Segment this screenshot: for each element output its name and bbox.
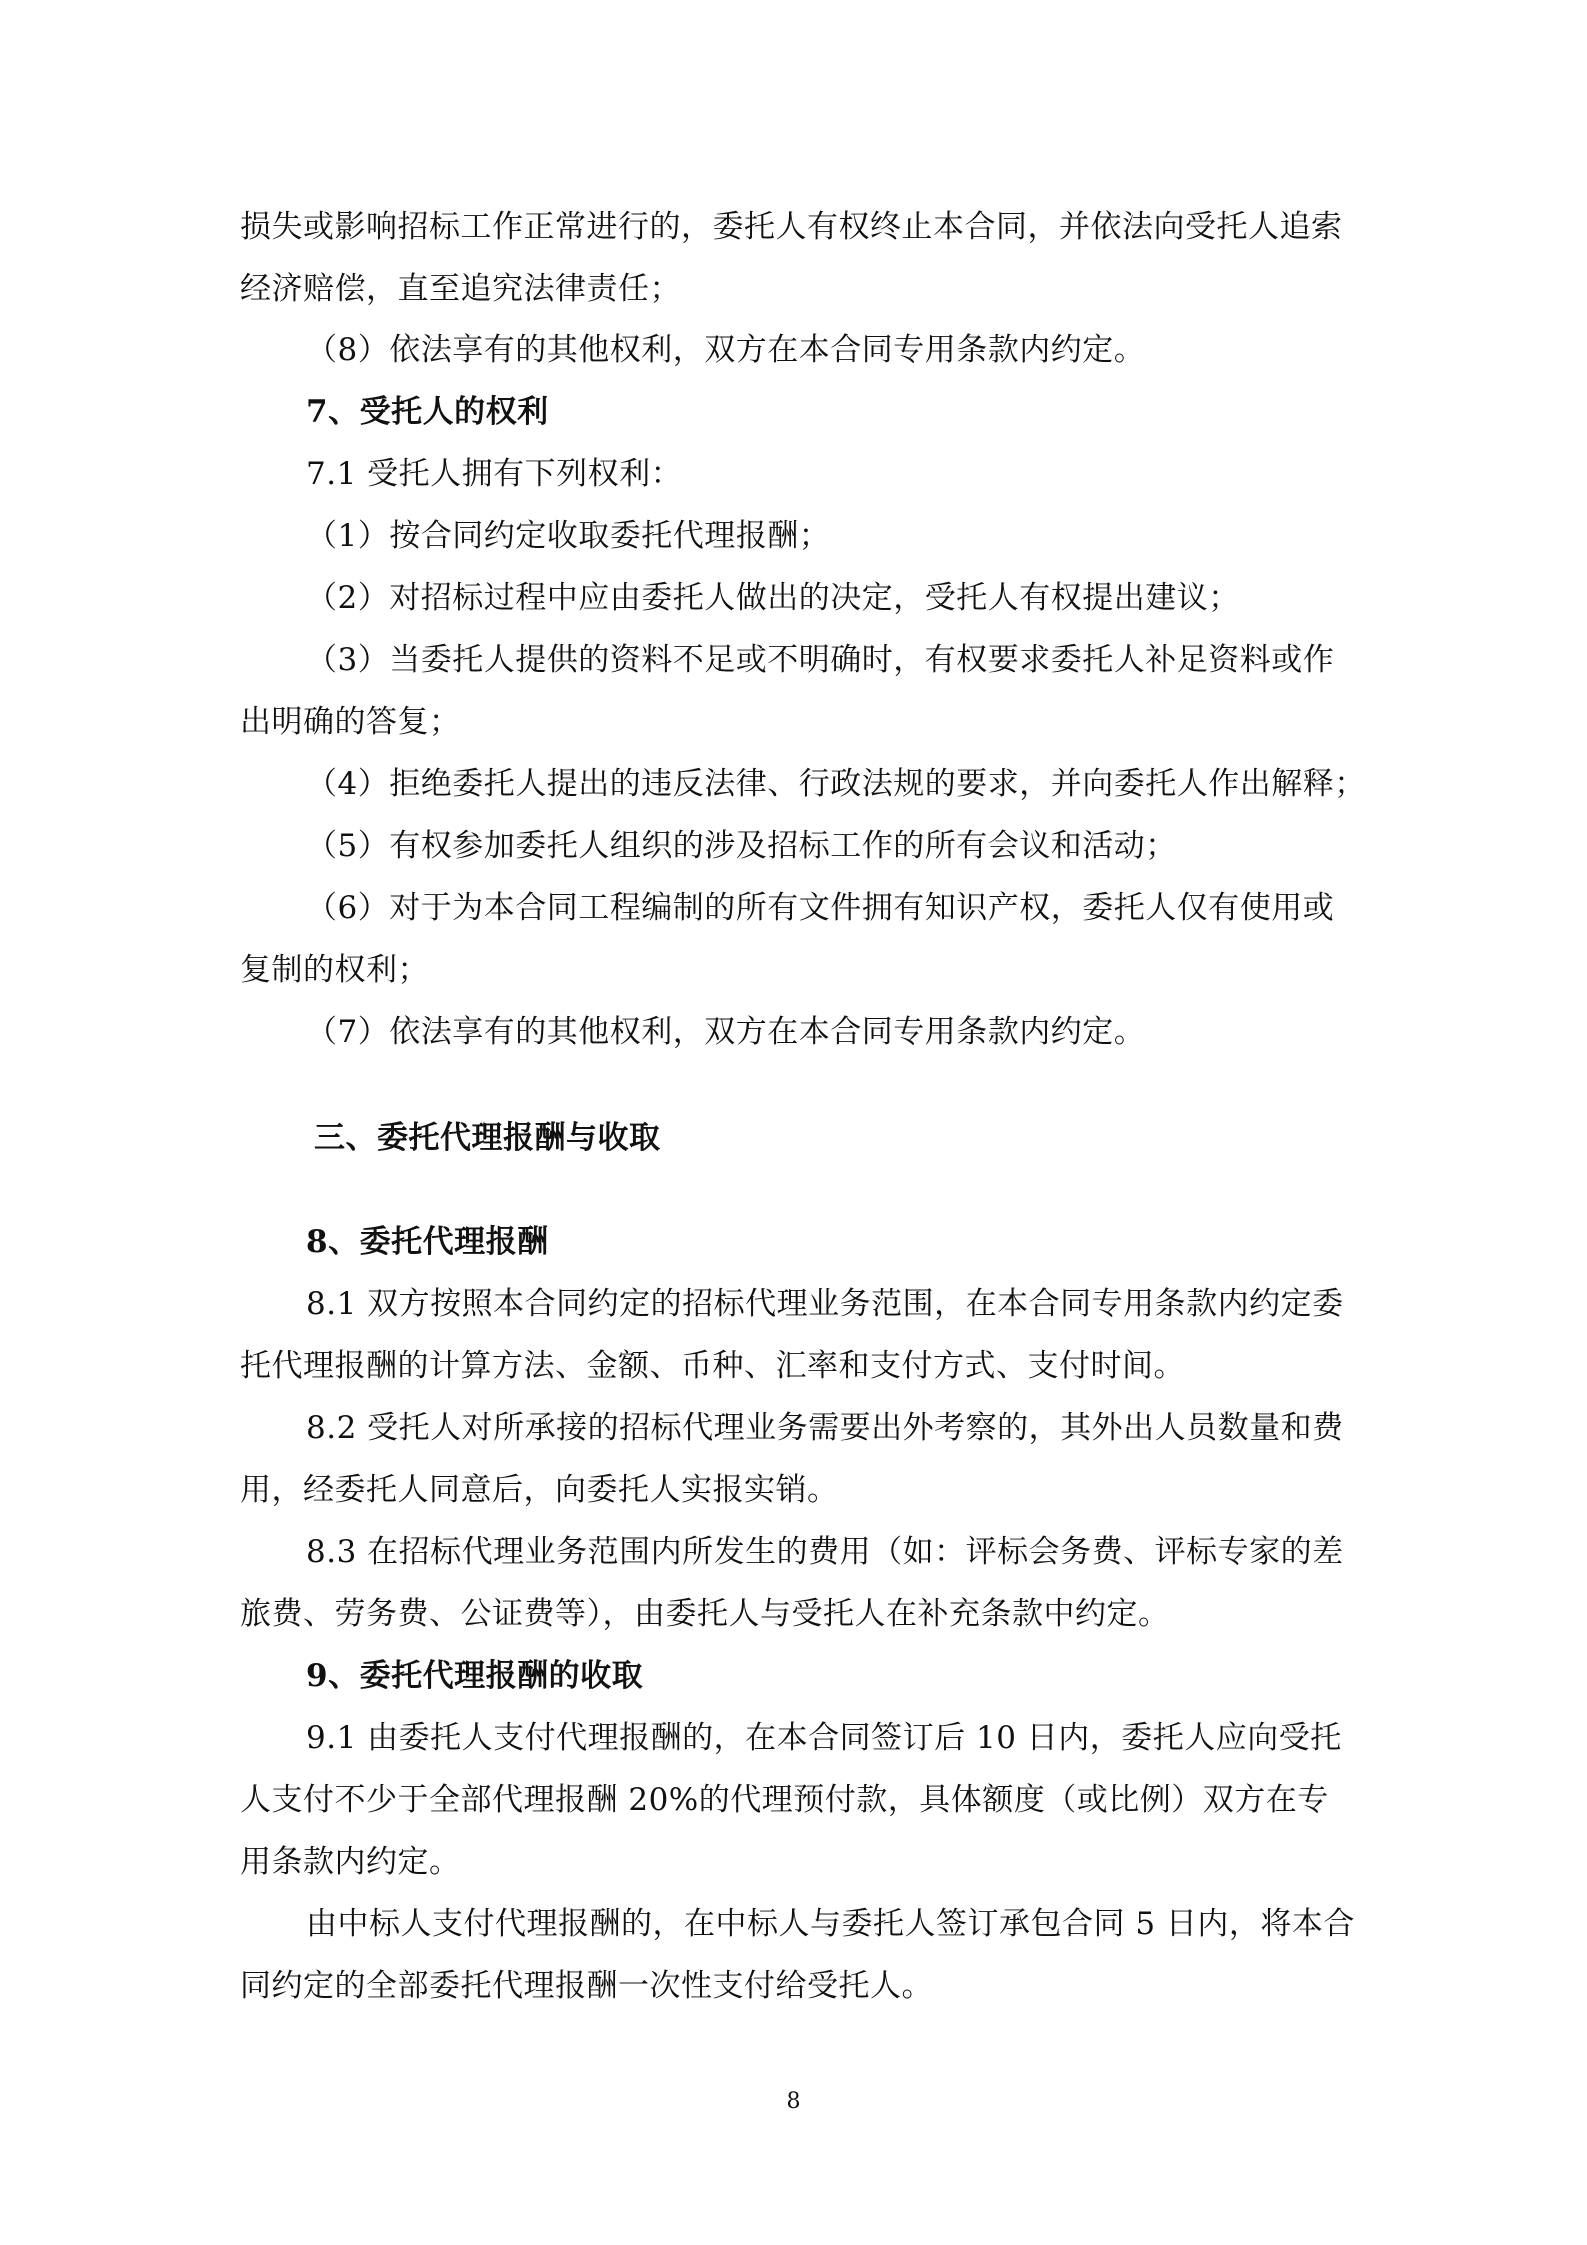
clause-9-1: 9.1 由委托人支付代理报酬的，在本合同签订后 10 日内，委托人应向受托 bbox=[306, 1720, 1342, 1756]
list-item-4: （4）拒绝委托人提出的违反法律、行政法规的要求，并向委托人作出解释； bbox=[306, 766, 1366, 802]
text-line: 用条款内约定。 bbox=[240, 1844, 461, 1880]
clause-7-1: 7.1 受托人拥有下列权利： bbox=[306, 456, 683, 492]
clause-8-3: 8.3 在招标代理业务范围内所发生的费用（如：评标会务费、评标专家的差 bbox=[306, 1534, 1344, 1570]
text-line: 旅费、劳务费、公证费等），由委托人与受托人在补充条款中约定。 bbox=[240, 1596, 1170, 1632]
text-line: 人支付不少于全部代理报酬 20%的代理预付款，具体额度（或比例）双方在专 bbox=[240, 1782, 1329, 1818]
clause-8-2: 8.2 受托人对所承接的招标代理业务需要出外考察的，其外出人员数量和费 bbox=[306, 1410, 1344, 1446]
list-item-6: （6）对于为本合同工程编制的所有文件拥有知识产权，委托人仅有使用或 bbox=[306, 890, 1335, 926]
text-line: 复制的权利； bbox=[240, 952, 429, 988]
chapter-heading-3: 三、委托代理报酬与收取 bbox=[314, 1120, 661, 1156]
text-line: 损失或影响招标工作正常进行的，委托人有权终止本合同，并依法向受托人追索 bbox=[240, 209, 1343, 245]
page-number: 8 bbox=[786, 2089, 801, 2114]
list-item-1: （1）按合同约定收取委托代理报酬； bbox=[306, 518, 831, 554]
text-line: 出明确的答复； bbox=[240, 704, 461, 740]
text-line: 经济赔偿，直至追究法律责任； bbox=[240, 271, 681, 307]
list-item-5: （5）有权参加委托人组织的涉及招标工作的所有会议和活动； bbox=[306, 828, 1177, 864]
section-heading-8: 8、委托代理报酬 bbox=[306, 1224, 549, 1260]
section-heading-7: 7、受托人的权利 bbox=[306, 394, 549, 430]
section-heading-9: 9、委托代理报酬的收取 bbox=[306, 1658, 644, 1694]
list-item-3: （3）当委托人提供的资料不足或不明确时，有权要求委托人补足资料或作 bbox=[306, 642, 1335, 678]
text-line: 用，经委托人同意后，向委托人实报实销。 bbox=[240, 1472, 839, 1508]
list-item-8: （8）依法享有的其他权利，双方在本合同专用条款内约定。 bbox=[306, 332, 1146, 368]
paragraph-line: 由中标人支付代理报酬的，在中标人与委托人签订承包合同 5 日内，将本合 bbox=[306, 1906, 1355, 1942]
list-item-7: （7）依法享有的其他权利，双方在本合同专用条款内约定。 bbox=[306, 1014, 1146, 1050]
text-line: 托代理报酬的计算方法、金额、币种、汇率和支付方式、支付时间。 bbox=[240, 1348, 1185, 1384]
text-line: 同约定的全部委托代理报酬一次性支付给受托人。 bbox=[240, 1968, 933, 2004]
clause-8-1: 8.1 双方按照本合同约定的招标代理业务范围，在本合同专用条款内约定委 bbox=[306, 1286, 1344, 1322]
list-item-2: （2）对招标过程中应由委托人做出的决定，受托人有权提出建议； bbox=[306, 580, 1240, 616]
